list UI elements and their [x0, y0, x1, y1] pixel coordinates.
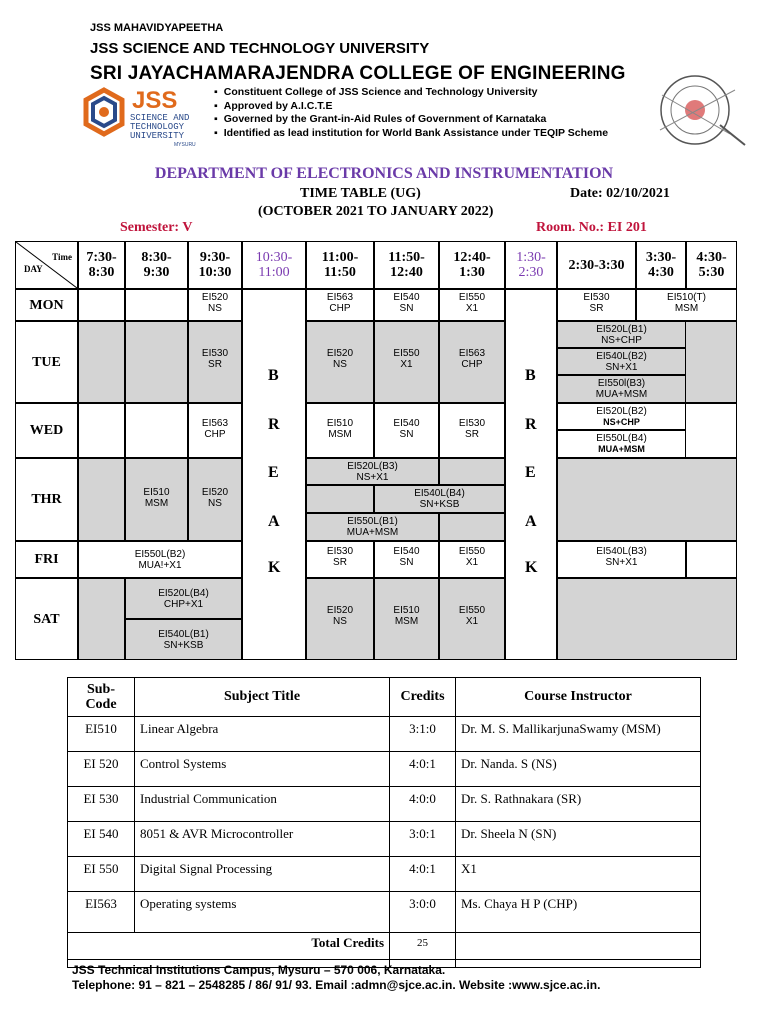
timetable-date: Date: 02/10/2021 — [570, 186, 670, 201]
table-row — [68, 822, 701, 857]
total-credits-value: 25 — [390, 933, 456, 968]
subject-table — [67, 677, 701, 968]
university-name: JSS SCIENCE AND TECHNOLOGY UNIVERSITY — [90, 40, 430, 57]
svg-text:UNIVERSITY: UNIVERSITY — [130, 131, 185, 141]
slot-class: EI563 CHP — [306, 289, 374, 321]
slot-class: EI530 SR — [306, 541, 374, 578]
time-header: 2:30-3:30 — [557, 241, 636, 289]
table-row — [68, 892, 701, 933]
slot-class: EI540 SN — [374, 403, 439, 458]
subject-credits: 4:0:0 — [390, 787, 456, 822]
slot-empty — [686, 541, 737, 578]
slot-unavailable — [557, 458, 737, 541]
day-label-wed: WED — [15, 403, 78, 458]
slot-lab: EI540L(B2) SN+X1 — [557, 348, 686, 375]
time-header: 7:30- 8:30 — [78, 241, 125, 289]
subject-code: EI510 — [68, 717, 135, 752]
subject-instructor: Ms. Chaya H P (CHP) — [456, 892, 701, 933]
day-label-mon: MON — [15, 289, 78, 321]
slot-class: EI510 MSM — [374, 578, 439, 660]
info-bullet: ▪ Identified as lead institution for World Bank Assistance under TEQIP Scheme — [214, 127, 608, 141]
info-bullet: ▪ Governed by the Grant-in-Aid Rules of Government of Karnataka — [214, 113, 608, 127]
subject-credits: 3:1:0 — [390, 717, 456, 752]
slot-class: EI510(T) MSM — [636, 289, 737, 321]
slot-class: EI530 SR — [188, 321, 242, 403]
subject-code: EI563 — [68, 892, 135, 933]
slot-empty — [78, 289, 125, 321]
slot-unavailable — [557, 578, 737, 660]
subject-credits: 4:0:1 — [390, 752, 456, 787]
col-header-code: Sub- Code — [68, 678, 135, 717]
col-header-title: Subject Title — [135, 678, 390, 717]
subject-code: EI 520 — [68, 752, 135, 787]
slot-lab: EI550L(B1) MUA+MSM — [306, 513, 439, 541]
table-row — [68, 787, 701, 822]
slot-lab: EI540L(B4) SN+KSB — [374, 485, 505, 513]
department-title: DEPARTMENT OF ELECTRONICS AND INSTRUMENTATION — [154, 165, 614, 182]
time-header: 3:30- 4:30 — [636, 241, 686, 289]
slot-class: EI550 X1 — [439, 541, 505, 578]
slot-class: EI510 MSM — [125, 458, 188, 541]
footer-address: JSS Technical Institutions Campus, Mysuru – 570 006, Karnataka. — [72, 963, 446, 977]
break-letter: E — [268, 464, 279, 481]
slot-class: EI550 X1 — [439, 289, 505, 321]
semester-label: Semester: V — [120, 220, 193, 235]
slot-class: EI563 CHP — [439, 321, 505, 403]
slot-class: EI510 MSM — [306, 403, 374, 458]
break-letter: R — [525, 416, 537, 433]
day-label-fri: FRI — [15, 541, 78, 578]
slot-empty — [78, 403, 125, 458]
break-letter: A — [268, 513, 280, 530]
break-letter: E — [525, 464, 536, 481]
slot-lab-empty — [439, 513, 505, 541]
subject-code: EI 550 — [68, 857, 135, 892]
corner-time-label: Time — [52, 252, 72, 262]
slot-class: EI520 NS — [188, 289, 242, 321]
footer-contact: Telephone: 91 – 821 – 2548285 / 86/ 91/ 93. Email :admn@sjce.ac.in. Website :www.sjce.ac.in. — [72, 978, 601, 992]
slot-empty — [125, 289, 188, 321]
subject-instructor: Dr. S. Rathnakara (SR) — [456, 787, 701, 822]
subject-credits: 3:0:1 — [390, 822, 456, 857]
slot-unavailable — [125, 321, 188, 403]
subject-instructor: Dr. M. S. MallikarjunaSwamy (MSM) — [456, 717, 701, 752]
table-row — [68, 857, 701, 892]
time-header: 4:30- 5:30 — [686, 241, 737, 289]
day-label-sat: SAT — [15, 578, 78, 660]
table-row — [68, 752, 701, 787]
subject-credits: 4:0:1 — [390, 857, 456, 892]
slot-lab: EI550l(B3) MUA+MSM — [557, 375, 686, 403]
svg-text:JSS: JSS — [132, 87, 178, 114]
table-header-row — [68, 678, 701, 717]
slot-lab: EI540L(B1) SN+KSB — [125, 619, 242, 660]
subject-code: EI 540 — [68, 822, 135, 857]
info-bullet: ▪ Constituent College of JSS Science and Technology University — [214, 86, 608, 100]
subject-title: Industrial Communication — [135, 787, 390, 822]
subject-title: Linear Algebra — [135, 717, 390, 752]
info-bullet: ▪ Approved by A.I.C.T.E — [214, 100, 608, 114]
total-credits-label: Total Credits — [68, 933, 390, 968]
slot-unavailable — [78, 578, 125, 660]
slot-unavailable — [78, 321, 125, 403]
subject-code: EI 530 — [68, 787, 135, 822]
slot-lab: EI520L(B1) NS+CHP — [557, 321, 686, 348]
timetable-period: (OCTOBER 2021 TO JANUARY 2022) — [258, 204, 494, 219]
subject-instructor: Dr. Sheela N (SN) — [456, 822, 701, 857]
jss-logo — [82, 86, 210, 150]
footer-divider — [67, 959, 701, 960]
slot-class: EI563 CHP — [188, 403, 242, 458]
college-name: SRI JAYACHAMARAJENDRA COLLEGE OF ENGINEERING — [90, 63, 626, 84]
slot-lab-empty — [306, 485, 374, 513]
slot-lab-empty — [439, 458, 505, 485]
corner-cell — [15, 241, 78, 289]
col-header-credits: Credits — [390, 678, 456, 717]
slot-lab: EI540L(B3) SN+X1 — [557, 541, 686, 578]
break-letter: A — [525, 513, 537, 530]
slot-class: EI530 SR — [557, 289, 636, 321]
room-label: Room. No.: EI 201 — [536, 220, 647, 235]
subject-title: 8051 & AVR Microcontroller — [135, 822, 390, 857]
time-header: 8:30- 9:30 — [125, 241, 188, 289]
subject-instructor: Dr. Nanda. S (NS) — [456, 752, 701, 787]
slot-class: EI520 NS — [188, 458, 242, 541]
college-seal-icon — [650, 70, 750, 152]
time-header: 9:30- 10:30 — [188, 241, 242, 289]
slot-class: EI520 NS — [306, 578, 374, 660]
svg-text:MYSURU: MYSURU — [174, 142, 196, 148]
table-row — [68, 717, 701, 752]
slot-empty — [125, 403, 188, 458]
subject-title: Digital Signal Processing — [135, 857, 390, 892]
timetable-title: TIME TABLE (UG) — [300, 186, 421, 201]
lab-code: EI550L(B4) — [596, 433, 647, 444]
time-header: 11:00- 11:50 — [306, 241, 374, 289]
slot-class: EI540 SN — [374, 289, 439, 321]
subject-credits: 3:0:0 — [390, 892, 456, 933]
time-header: 12:40- 1:30 — [439, 241, 505, 289]
svg-text:TECHNOLOGY: TECHNOLOGY — [130, 122, 185, 132]
org-name: JSS MAHAVIDYAPEETHA — [90, 22, 224, 34]
total-empty-cell — [456, 933, 701, 968]
slot-class: EI530 SR — [439, 403, 505, 458]
slot-lab — [557, 403, 686, 430]
time-header-break: 1:30- 2:30 — [505, 241, 557, 289]
break-letter: K — [525, 559, 538, 576]
slot-lab: EI520L(B3) NS+X1 — [306, 458, 439, 485]
slot-lab: EI520L(B4) CHP+X1 — [125, 578, 242, 619]
slot-class: EI520 NS — [306, 321, 374, 403]
subject-instructor: X1 — [456, 857, 701, 892]
day-label-tue: TUE — [15, 321, 78, 403]
subject-title: Control Systems — [135, 752, 390, 787]
lab-faculty: NS+CHP — [603, 416, 640, 427]
slot-lab — [557, 430, 686, 458]
slot-class: EI550 X1 — [374, 321, 439, 403]
day-label-thr: THR — [15, 458, 78, 541]
lab-code: EI520L(B2) — [596, 405, 647, 417]
svg-text:SCIENCE AND: SCIENCE AND — [130, 113, 190, 123]
col-header-instructor: Course Instructor — [456, 678, 701, 717]
break-letter: B — [268, 367, 279, 384]
lab-faculty: MUA+MSM — [598, 444, 645, 454]
time-header-break: 10:30- 11:00 — [242, 241, 306, 289]
break-letter: B — [525, 367, 536, 384]
slot-unavailable — [78, 458, 125, 541]
break-letter: K — [268, 559, 281, 576]
slot-lab: EI550L(B2) MUA!+X1 — [78, 541, 242, 578]
slot-class: EI540 SN — [374, 541, 439, 578]
corner-day-label: DAY — [24, 264, 43, 274]
college-info-list — [214, 86, 608, 140]
subject-title: Operating systems — [135, 892, 390, 933]
slot-class: EI550 X1 — [439, 578, 505, 660]
time-header: 11:50- 12:40 — [374, 241, 439, 289]
break-letter: R — [268, 416, 280, 433]
